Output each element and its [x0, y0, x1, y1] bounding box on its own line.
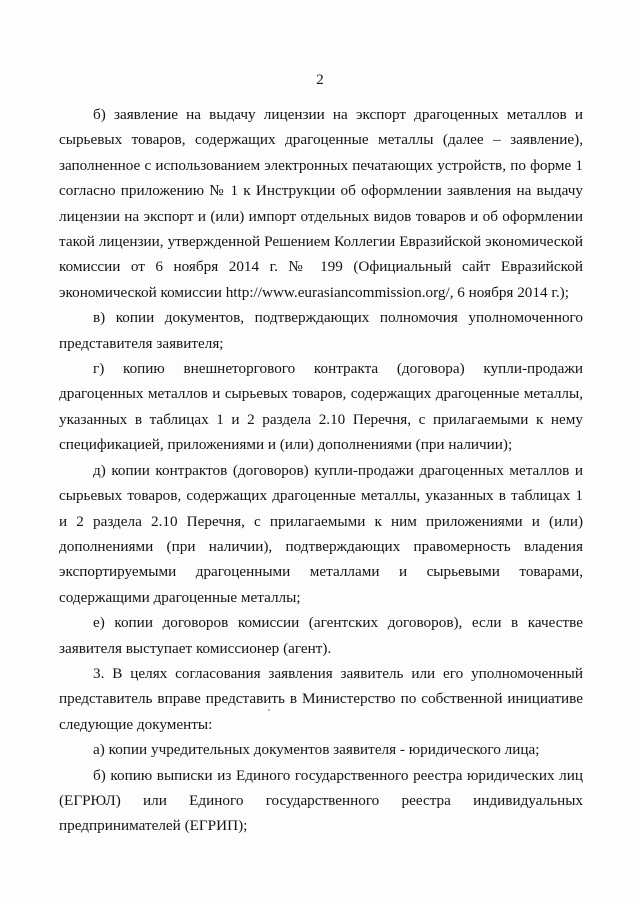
paragraph-a-founding-documents: а) копии учредительных документов заявителя - юридического лица;	[93, 741, 540, 759]
scan-speck	[268, 709, 270, 711]
paragraph-e-commission-agreements: е) копии договоров комиссии (агентских договоров), если в качестве заявителя выступает комиссионер (агент).	[59, 614, 583, 657]
document-body	[59, 102, 583, 839]
paragraph-b-registry-extract: б) копию выписки из Единого государственного реестра юридических лиц (ЕГРЮЛ) или Единого государственного реестра индивидуальных предпринимателей (ЕГРИП);	[59, 766, 583, 835]
page-number: 2	[316, 72, 324, 88]
paragraph-v-authority-copies: в) копии документов, подтверждающих полномочия уполномоченного представителя заявителя;	[59, 309, 583, 352]
paragraph-3-optional-documents: 3. В целях согласования заявления заявитель или его уполномоченный представитель вправе представить в Министерство по собственной инициативе следующие документы:	[59, 664, 583, 733]
paragraph-g-contract-copy: г) копию внешнеторгового контракта (договора) купли-продажи драгоценных металлов и сырьевых товаров, содержащих драгоценные металлы, указанных в таблицах 1 и 2 раздела 2.10 Перечня, с прилагаемыми к нему спецификацией, приложениями и (или) дополнениями (при наличии);	[59, 360, 583, 454]
paragraph-b-application: б) заявление на выдачу лицензии на экспорт драгоценных металлов и сырьевых товаров, содержащих драгоценные металлы (далее – заявление), заполненное с использованием электронных печатающих устройств, по форме 1 согласно приложению № 1 к Инструкции об оформлении заявления на выдачу лицензии на экспорт и (или) импорт отдельных видов товаров и об оформлении такой лицензии, утвержденной Решением Коллегии Евразийской экономической комиссии от 6 ноября 2014 г. № 199 (Официальный сайт Евразийской экономической комиссии http://www.eurasiancommission.org/, 6 ноября 2014 г.);	[59, 106, 583, 301]
paragraph-d-purchase-contracts: д) копии контрактов (договоров) купли-продажи драгоценных металлов и сырьевых товаров, содержащих драгоценные металлы, указанных в таблицах 1 и 2 раздела 2.10 Перечня, с прилагаемыми к ним приложениями и (или) дополнениями (при наличии), подтверждающих правомерность владения экспортируемыми драгоценными металлами и сырьевыми товарами, содержащими драгоценные металлы;	[59, 461, 583, 606]
